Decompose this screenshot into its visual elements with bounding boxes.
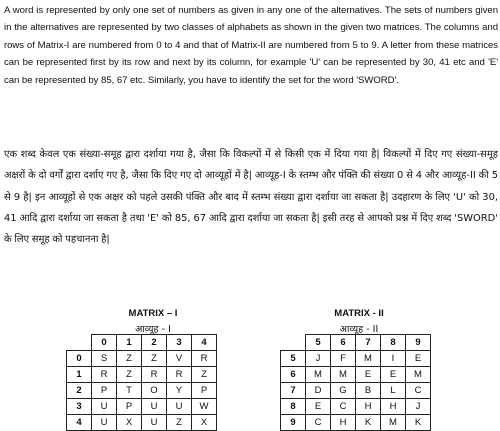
- matrix-1-row: [67, 351, 217, 367]
- matrix-2-corner: [281, 335, 306, 351]
- matrix-1-row-header: 2: [67, 383, 92, 399]
- matrix-2-header-row: [281, 335, 431, 351]
- matrix-2-row: [281, 415, 431, 431]
- matrix-2-cell: K: [356, 415, 381, 431]
- matrix-2-subtitle: आव्यूह - II: [339, 324, 379, 335]
- matrix-1-cell: O: [142, 383, 167, 399]
- matrix-2-row-header: 8: [281, 399, 306, 415]
- matrix-1-cell: Z: [117, 367, 142, 383]
- matrix-2-col-header: 5: [306, 335, 331, 351]
- matrix-2-cell: B: [356, 383, 381, 399]
- matrix-1-cell: V: [167, 351, 192, 367]
- matrix-1-cell: R: [142, 367, 167, 383]
- matrix-2-row-header: 9: [281, 415, 306, 431]
- matrix-1-cell: T: [117, 383, 142, 399]
- matrix-2-cell: M: [381, 415, 406, 431]
- matrix-2-col-header: 7: [356, 335, 381, 351]
- matrix-1-cell: Y: [167, 383, 192, 399]
- matrix-1-row-header: 0: [67, 351, 92, 367]
- matrix-1-cell: Z: [142, 351, 167, 367]
- matrix-2-col-header: 8: [381, 335, 406, 351]
- matrix-2-cell: M: [406, 367, 431, 383]
- matrix-1-cell: P: [192, 383, 217, 399]
- matrix-1-cell: U: [92, 415, 117, 431]
- matrix-2-cell: H: [356, 399, 381, 415]
- matrix-1-col-header: 0: [92, 335, 117, 351]
- matrix-2-row: [281, 351, 431, 367]
- matrix-1-row-header: 1: [67, 367, 92, 383]
- matrix-2-cell: G: [331, 383, 356, 399]
- matrix-1-cell: X: [117, 415, 142, 431]
- matrix-2-cell: M: [331, 367, 356, 383]
- instructions-english: A word is represented by only one set of numbers as given in any one of the alternatives. The sets of numbers given in the alternatives are represented by two classes of alphabets as shown in the given two matrices. The columns and rows of Matrix-I are numbered from 0 to 4 and that of Matrix-II are numbered from 5 to 9. A letter from these matrices can be represented first by its row and next by its column, for example 'U' can be represented by 30, 41 etc and 'E' can be represented by 85, 67 etc. Similarly, you have to identify the set for the word 'SWORD'.: [4, 5, 498, 86]
- matrix-1-cell: R: [167, 367, 192, 383]
- matrix-1-cell: Z: [167, 415, 192, 431]
- matrix-1-cell: Z: [117, 351, 142, 367]
- matrix-1-table: [66, 334, 217, 431]
- matrix-1-cell: W: [192, 399, 217, 415]
- matrix-1-cell: P: [117, 399, 142, 415]
- matrix-2-row: [281, 367, 431, 383]
- matrix-1-col-header: 2: [142, 335, 167, 351]
- matrix-2-col-header: 9: [406, 335, 431, 351]
- matrix-1-subtitle: आव्यूह - I: [135, 324, 171, 335]
- matrix-2-cell: M: [356, 351, 381, 367]
- instructions-hindi: एक शब्द केवल एक संख्या-समूह द्वारा दर्शाया गया है, जैसा कि विकल्पों में से किसी एक में दिया गया है| विकल्पों में दिए गए संख्या-समूह अक्षरों के दो वर्गों द्वारा दर्शाए गए है, जैसा कि दिए गए दो आव्यूहों में है| आव्यूह-I के स्तम्भ और पंक्ति की संख्या 0 से 4 और आव्यूह-II की 5 से 9 है| इन आव्यूहों से एक अक्षर को पहले उसकी पंक्ति और बाद में स्तम्भ संख्या द्वारा दर्शाया जा सकता है| उदहारण के लिए 'U' को 30, 41 आदि द्वारा दर्शाया जा सकता है तथा 'E' को 85, 67 आदि द्वारा दर्शाया जा सकता है| इसी तरह से आपको प्रश्न में दिए शब्द 'SWORD' के लिए समूह को पहचानना है|: [4, 149, 498, 246]
- matrix-2-cell: L: [381, 383, 406, 399]
- matrix-2-col-header: 6: [331, 335, 356, 351]
- matrix-1-cell: U: [92, 399, 117, 415]
- matrix-1-col-header: 4: [192, 335, 217, 351]
- matrix-2-row-header: 6: [281, 367, 306, 383]
- matrix-1-cell: R: [92, 367, 117, 383]
- matrix-2-cell: H: [331, 415, 356, 431]
- matrix-1-col-header: 3: [167, 335, 192, 351]
- matrix-1-header-row: [67, 335, 217, 351]
- matrix-2-cell: E: [381, 367, 406, 383]
- matrix-2-cell: J: [306, 351, 331, 367]
- matrix-1-row: [67, 415, 217, 431]
- matrix-1-row-header: 4: [67, 415, 92, 431]
- matrix-1-cell: U: [142, 399, 167, 415]
- matrix-1-cell: S: [92, 351, 117, 367]
- matrix-2-cell: C: [331, 399, 356, 415]
- matrix-1-cell: U: [167, 399, 192, 415]
- matrix-2-title: MATRIX - II: [334, 308, 384, 319]
- matrix-2-cell: H: [381, 399, 406, 415]
- matrix-2-cell: D: [306, 383, 331, 399]
- matrix-1-title: MATRIX – I: [128, 308, 178, 319]
- matrix-2-row: [281, 399, 431, 415]
- matrix-2-cell: I: [381, 351, 406, 367]
- matrix-1-row: [67, 383, 217, 399]
- matrix-1-cell: Z: [192, 367, 217, 383]
- matrix-1-row: [67, 367, 217, 383]
- matrix-2-cell: E: [406, 351, 431, 367]
- matrix-1-col-header: 1: [117, 335, 142, 351]
- matrix-2-cell: C: [306, 415, 331, 431]
- matrix-2-row: [281, 383, 431, 399]
- matrix-2-row-header: 7: [281, 383, 306, 399]
- matrix-2-cell: F: [331, 351, 356, 367]
- matrix-2-cell: E: [356, 367, 381, 383]
- matrix-1-corner: [67, 335, 92, 351]
- matrix-1-cell: P: [92, 383, 117, 399]
- matrix-2-cell: K: [406, 415, 431, 431]
- matrix-2-row-header: 5: [281, 351, 306, 367]
- matrix-2-table: [280, 334, 431, 431]
- matrix-1-row: [67, 399, 217, 415]
- matrix-1-cell: R: [192, 351, 217, 367]
- matrix-2-cell: C: [406, 383, 431, 399]
- matrix-1-cell: U: [142, 415, 167, 431]
- matrix-1-row-header: 3: [67, 399, 92, 415]
- matrix-2-cell: M: [306, 367, 331, 383]
- matrix-2-cell: J: [406, 399, 431, 415]
- matrix-1-cell: X: [192, 415, 217, 431]
- matrix-2-cell: E: [306, 399, 331, 415]
